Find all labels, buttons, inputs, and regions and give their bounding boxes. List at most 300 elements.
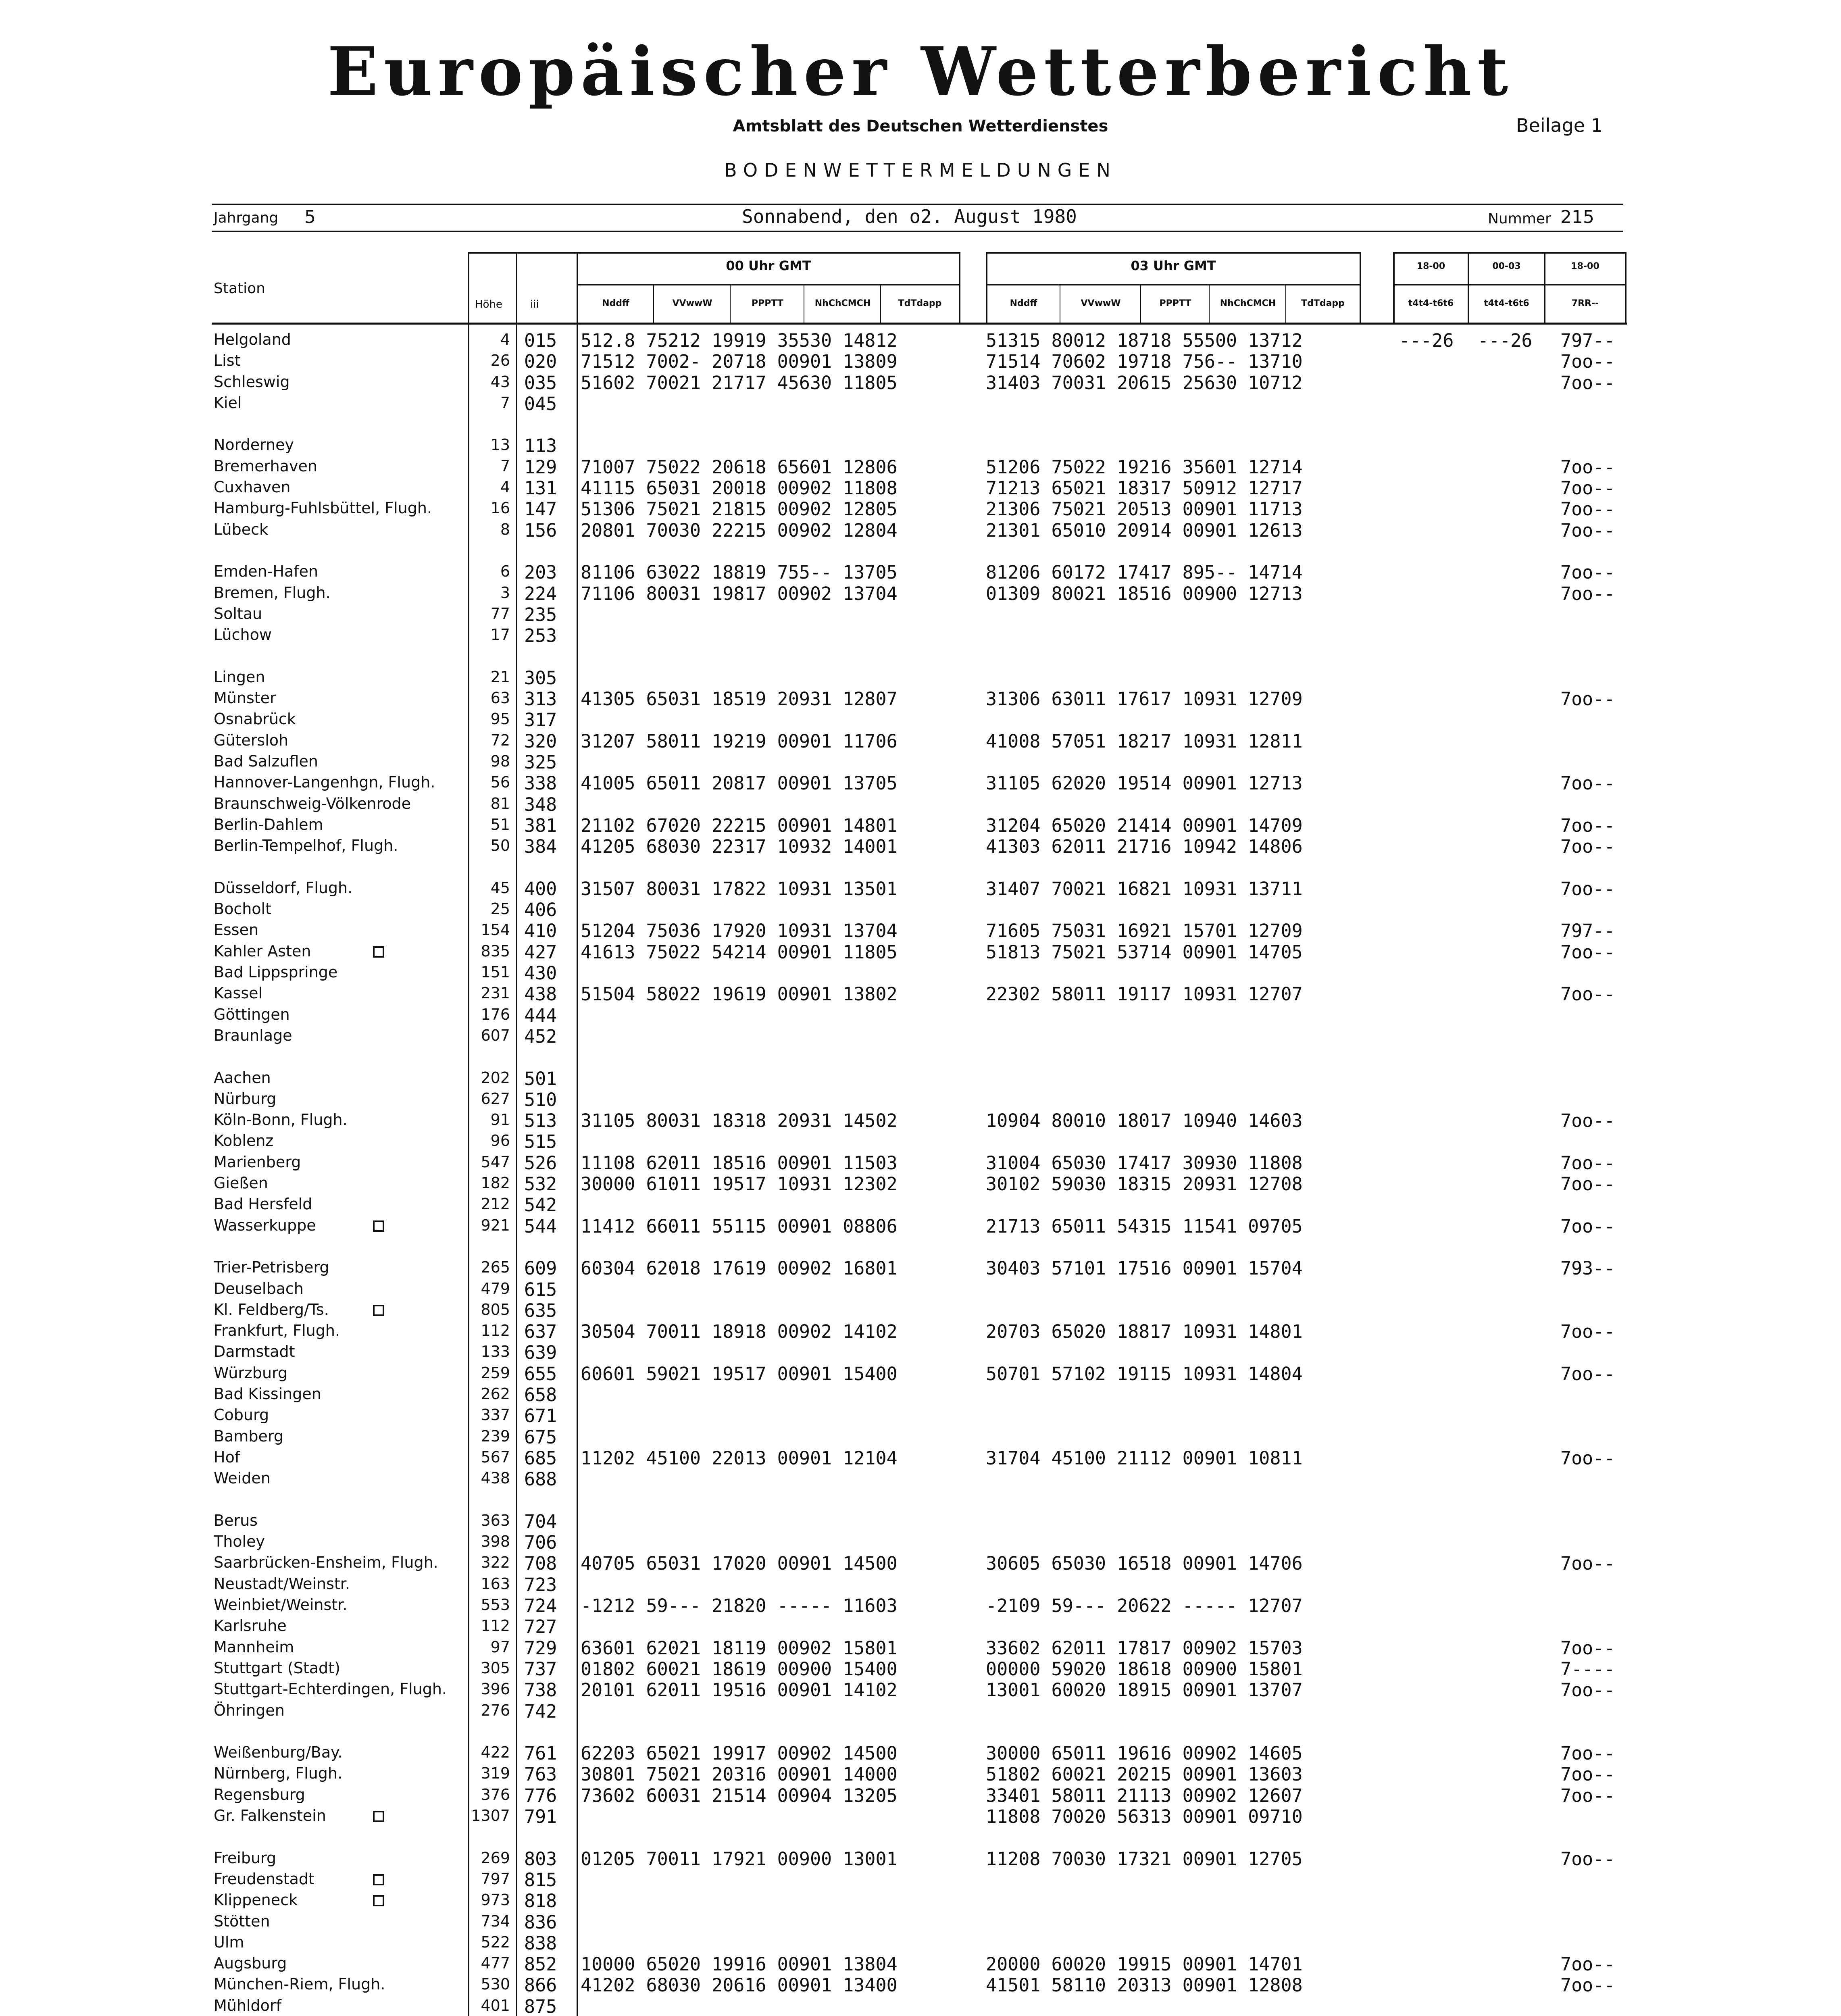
obs-00-gmt: 51306 75021 21815 00902 12805 bbox=[581, 498, 898, 520]
station-index: 501 bbox=[524, 1068, 557, 1089]
station-height: 97 bbox=[490, 1638, 510, 1656]
station-name: Koblenz bbox=[214, 1132, 274, 1150]
obs-03-gmt: 33602 62011 17817 00902 15703 bbox=[986, 1637, 1303, 1659]
obs-03-gmt: 71514 70602 19718 756-- 13710 bbox=[986, 351, 1303, 372]
station-index: 317 bbox=[524, 709, 557, 731]
obs-00-gmt: 11202 45100 22013 00901 12104 bbox=[581, 1447, 898, 1469]
station-index: 729 bbox=[524, 1637, 557, 1659]
section-title: BODENWETTERMELDUNGEN bbox=[724, 159, 1117, 181]
obs-03-gmt: 30000 65011 19616 00902 14605 bbox=[986, 1743, 1303, 1764]
obs-00-gmt: 51504 58022 19619 00901 13802 bbox=[581, 983, 898, 1005]
station-height: 276 bbox=[481, 1702, 510, 1719]
station-height: 154 bbox=[481, 921, 510, 939]
station-name: Essen bbox=[214, 921, 259, 939]
station-height: 239 bbox=[481, 1427, 510, 1445]
station-name: Marienberg bbox=[214, 1153, 301, 1171]
station-height: 26 bbox=[490, 352, 510, 369]
obs-03-gmt: 31004 65030 17417 30930 11808 bbox=[986, 1152, 1303, 1174]
station-index: 444 bbox=[524, 1005, 557, 1026]
station-height: 50 bbox=[490, 837, 510, 854]
station-name: Freudenstadt bbox=[214, 1870, 314, 1888]
mountain-station-icon bbox=[373, 1305, 384, 1316]
station-name: Hamburg-Fuhlsbüttel, Flugh. bbox=[214, 499, 432, 517]
station-index: 815 bbox=[524, 1869, 557, 1891]
station-name: Würzburg bbox=[214, 1364, 288, 1382]
obs-00-gmt: 41205 68030 22317 10932 14001 bbox=[581, 836, 898, 857]
station-name: Göttingen bbox=[214, 1006, 290, 1023]
header-rule bbox=[986, 284, 1361, 285]
station-height: 182 bbox=[481, 1174, 510, 1192]
obs-03-gmt: 51813 75021 53714 00901 14705 bbox=[986, 941, 1303, 963]
station-name: Lüchow bbox=[214, 626, 272, 644]
station-height: 112 bbox=[481, 1322, 510, 1339]
station-index: 381 bbox=[524, 815, 557, 836]
header-rule bbox=[468, 252, 960, 254]
station-name: Köln-Bonn, Flugh. bbox=[214, 1111, 348, 1129]
station-index: 253 bbox=[524, 625, 557, 646]
page-subtitle: Amtsblatt des Deutschen Wetterdienstes bbox=[733, 117, 1108, 135]
ext-rr: 7oo-- bbox=[1560, 1764, 1615, 1785]
ext-rr: 7oo-- bbox=[1560, 562, 1615, 583]
station-name: Saarbrücken-Ensheim, Flugh. bbox=[214, 1554, 438, 1571]
obs-00-gmt: 31105 80031 18318 20931 14502 bbox=[581, 1110, 898, 1131]
ext-rr: 7oo-- bbox=[1560, 773, 1615, 794]
ext-rr: 7oo-- bbox=[1560, 456, 1615, 478]
col-group-03: 03 Uhr GMT bbox=[1131, 258, 1216, 273]
station-name: Frankfurt, Flugh. bbox=[214, 1322, 340, 1339]
meta-top-rule bbox=[212, 204, 1623, 205]
station-name: Darmstadt bbox=[214, 1343, 295, 1360]
obs-03-gmt: 21301 65010 20914 00901 12613 bbox=[986, 520, 1303, 541]
station-height: 262 bbox=[481, 1385, 510, 1403]
station-index: 532 bbox=[524, 1173, 557, 1195]
station-index: 438 bbox=[524, 983, 557, 1005]
station-height: 530 bbox=[481, 1975, 510, 1993]
station-height: 322 bbox=[481, 1554, 510, 1571]
col-rule-group03-left bbox=[986, 252, 987, 325]
station-index: 763 bbox=[524, 1764, 557, 1785]
obs-00-gmt: 51204 75036 17920 10931 13704 bbox=[581, 920, 898, 941]
station-index: 704 bbox=[524, 1511, 557, 1532]
col-ext-top-0: 18-00 bbox=[1416, 261, 1445, 271]
col-rule-ext bbox=[1544, 252, 1545, 325]
station-index: 147 bbox=[524, 498, 557, 520]
station-index: 742 bbox=[524, 1701, 557, 1722]
ext-rr: 7oo-- bbox=[1560, 1954, 1615, 1975]
obs-03-gmt: 30605 65030 16518 00901 14706 bbox=[986, 1553, 1303, 1574]
station-name: Nürnberg, Flugh. bbox=[214, 1764, 343, 1782]
station-height: 112 bbox=[481, 1617, 510, 1635]
nummer-value: 215 bbox=[1560, 207, 1594, 227]
station-index: 320 bbox=[524, 731, 557, 752]
station-height: 973 bbox=[481, 1891, 510, 1909]
station-name: List bbox=[214, 352, 241, 369]
station-name: Cuxhaven bbox=[214, 478, 291, 496]
station-index: 430 bbox=[524, 962, 557, 984]
obs-00-gmt: 62203 65021 19917 00902 14500 bbox=[581, 1743, 898, 1764]
ext-rr: 7oo-- bbox=[1560, 688, 1615, 710]
station-name: Stötten bbox=[214, 1912, 270, 1930]
ext-rr: 7oo-- bbox=[1560, 983, 1615, 1005]
station-name: Tholey bbox=[214, 1533, 265, 1550]
ext-rr: 7oo-- bbox=[1560, 1363, 1615, 1385]
ext-rr: 7oo-- bbox=[1560, 498, 1615, 520]
obs-00-gmt: 71007 75022 20618 65601 12806 bbox=[581, 456, 898, 478]
station-name: Hannover-Langenhgn, Flugh. bbox=[214, 773, 435, 791]
col-iii: iii bbox=[530, 298, 539, 310]
station-index: 723 bbox=[524, 1574, 557, 1595]
station-height: 398 bbox=[481, 1533, 510, 1550]
station-index: 639 bbox=[524, 1342, 557, 1363]
station-height: 7 bbox=[500, 394, 510, 412]
station-name: Soltau bbox=[214, 605, 262, 623]
ext-rr: 7oo-- bbox=[1560, 1447, 1615, 1469]
station-index: 544 bbox=[524, 1216, 557, 1237]
obs-00-gmt: 41005 65011 20817 00901 13705 bbox=[581, 773, 898, 794]
station-name: Bad Salzuflen bbox=[214, 752, 318, 770]
obs-00-gmt: 73602 60031 21514 00904 13205 bbox=[581, 1785, 898, 1806]
station-index: 818 bbox=[524, 1890, 557, 1912]
station-name: Kahler Asten bbox=[214, 942, 311, 960]
obs-00-gmt: 01205 70011 17921 00900 13001 bbox=[581, 1848, 898, 1870]
station-name: Freiburg bbox=[214, 1849, 277, 1867]
col-rule-ext-right bbox=[1625, 252, 1626, 325]
station-index: 427 bbox=[524, 941, 557, 963]
station-height: 16 bbox=[490, 499, 510, 517]
station-index: 313 bbox=[524, 688, 557, 710]
station-height: 522 bbox=[481, 1933, 510, 1951]
col-rule-iii-right bbox=[577, 252, 578, 2016]
station-name: Augsburg bbox=[214, 1954, 287, 1972]
station-name: Schleswig bbox=[214, 373, 290, 391]
station-name: Stuttgart-Echterdingen, Flugh. bbox=[214, 1680, 447, 1698]
obs-03-gmt: 20000 60020 19915 00901 14701 bbox=[986, 1954, 1303, 1975]
station-name: Klippeneck bbox=[214, 1891, 298, 1909]
obs-03-gmt: 22302 58011 19117 10931 12707 bbox=[986, 983, 1303, 1005]
station-name: Gütersloh bbox=[214, 731, 289, 749]
obs-00-gmt: 30801 75021 20316 00901 14000 bbox=[581, 1764, 898, 1785]
station-height: 72 bbox=[490, 731, 510, 749]
mountain-station-icon bbox=[373, 1220, 384, 1232]
obs-03-gmt: 00000 59020 18618 00900 15801 bbox=[986, 1658, 1303, 1680]
station-height: 627 bbox=[481, 1090, 510, 1108]
obs-00-gmt: 30000 61011 19517 10931 12302 bbox=[581, 1173, 898, 1195]
station-index: 738 bbox=[524, 1679, 557, 1701]
station-name: Münster bbox=[214, 689, 276, 707]
station-name: Braunlage bbox=[214, 1027, 292, 1044]
station-height: 396 bbox=[481, 1680, 510, 1698]
obs-03-gmt: 11208 70030 17321 00901 12705 bbox=[986, 1848, 1303, 1870]
sub-col-rule bbox=[1140, 284, 1141, 323]
station-name: Bamberg bbox=[214, 1427, 283, 1445]
obs-03-gmt: 31105 62020 19514 00901 12713 bbox=[986, 773, 1303, 794]
col-sub-03-0: Nddff bbox=[1010, 298, 1037, 308]
obs-00-gmt: 20101 62011 19516 00901 14102 bbox=[581, 1679, 898, 1701]
station-index: 875 bbox=[524, 1996, 557, 2016]
ext-rr: 7---- bbox=[1560, 1658, 1615, 1680]
obs-00-gmt: 60304 62018 17619 00902 16801 bbox=[581, 1258, 898, 1279]
col-rule-ext bbox=[1468, 252, 1469, 325]
ext-rr: 7oo-- bbox=[1560, 1216, 1615, 1237]
station-height: 805 bbox=[481, 1301, 510, 1318]
obs-03-gmt: 31704 45100 21112 00901 10811 bbox=[986, 1447, 1303, 1469]
station-name: Neustadt/Weinstr. bbox=[214, 1575, 350, 1593]
station-height: 734 bbox=[481, 1912, 510, 1930]
station-name: Bremen, Flugh. bbox=[214, 584, 331, 602]
ext-rr: 7oo-- bbox=[1560, 878, 1615, 900]
obs-00-gmt: 31507 80031 17822 10931 13501 bbox=[581, 878, 898, 900]
obs-03-gmt: 41501 58110 20313 00901 12808 bbox=[986, 1974, 1303, 1996]
station-name: Weinbiet/Weinstr. bbox=[214, 1596, 348, 1614]
station-height: 63 bbox=[490, 689, 510, 707]
station-height: 25 bbox=[490, 900, 510, 918]
ext-00-03: ---26 bbox=[1478, 330, 1533, 351]
obs-03-gmt: 13001 60020 18915 00901 13707 bbox=[986, 1679, 1303, 1701]
ext-rr: 7oo-- bbox=[1560, 1679, 1615, 1701]
station-height: 265 bbox=[481, 1258, 510, 1276]
col-sub-00-1: VVwwW bbox=[672, 298, 712, 308]
obs-03-gmt: 71213 65021 18317 50912 12717 bbox=[986, 477, 1303, 499]
station-height: 43 bbox=[490, 373, 510, 391]
station-height: 81 bbox=[490, 795, 510, 812]
obs-00-gmt: 41202 68030 20616 00901 13400 bbox=[581, 1974, 898, 1996]
ext-rr: 797-- bbox=[1560, 330, 1615, 351]
meta-bottom-rule bbox=[212, 231, 1623, 232]
station-index: 513 bbox=[524, 1110, 557, 1131]
station-height: 17 bbox=[490, 626, 510, 644]
station-name: Emden-Hafen bbox=[214, 562, 319, 580]
station-name: Coburg bbox=[214, 1406, 269, 1424]
station-name: Berlin-Tempelhof, Flugh. bbox=[214, 837, 398, 854]
obs-00-gmt: 41115 65031 20018 00902 11808 bbox=[581, 477, 898, 499]
station-index: 045 bbox=[524, 393, 557, 414]
sub-col-rule bbox=[653, 284, 654, 323]
col-ext-sub-0: t4t4-t6t6 bbox=[1408, 298, 1454, 308]
station-height: 13 bbox=[490, 436, 510, 454]
obs-00-gmt: 40705 65031 17020 00901 14500 bbox=[581, 1553, 898, 1574]
station-height: 202 bbox=[481, 1069, 510, 1087]
station-name: Bad Lippspringe bbox=[214, 963, 338, 981]
obs-03-gmt: 51206 75022 19216 35601 12714 bbox=[986, 456, 1303, 478]
station-name: Stuttgart (Stadt) bbox=[214, 1659, 340, 1677]
station-index: 658 bbox=[524, 1384, 557, 1406]
station-height: 401 bbox=[481, 1997, 510, 2014]
ext-rr: 793-- bbox=[1560, 1258, 1615, 1279]
sub-col-rule bbox=[880, 284, 881, 323]
station-height: 547 bbox=[481, 1153, 510, 1171]
station-index: 305 bbox=[524, 667, 557, 689]
col-sub-03-1: VVwwW bbox=[1081, 298, 1121, 308]
col-sub-00-2: PPPTT bbox=[752, 298, 783, 308]
obs-00-gmt: 11108 62011 18516 00901 11503 bbox=[581, 1152, 898, 1174]
jahrgang-value: 5 bbox=[304, 207, 316, 227]
obs-03-gmt: 20703 65020 18817 10931 14801 bbox=[986, 1321, 1303, 1342]
ext-rr: 7oo-- bbox=[1560, 1321, 1615, 1342]
col-sub-03-2: PPPTT bbox=[1159, 298, 1191, 308]
obs-00-gmt: 60601 59021 19517 00901 15400 bbox=[581, 1363, 898, 1385]
station-height: 259 bbox=[481, 1364, 510, 1382]
station-height: 553 bbox=[481, 1596, 510, 1614]
ext-rr: 7oo-- bbox=[1560, 1848, 1615, 1870]
station-height: 376 bbox=[481, 1786, 510, 1804]
obs-03-gmt: 71605 75031 16921 15701 12709 bbox=[986, 920, 1303, 941]
header-bottom-rule bbox=[212, 323, 1627, 325]
obs-03-gmt: 31306 63011 17617 10931 12709 bbox=[986, 688, 1303, 710]
col-ext-sub-2: 7RR-- bbox=[1571, 298, 1599, 308]
obs-00-gmt: 71106 80031 19817 00902 13704 bbox=[581, 583, 898, 604]
station-height: 363 bbox=[481, 1512, 510, 1529]
obs-03-gmt: 51315 80012 18718 55500 13712 bbox=[986, 330, 1303, 351]
station-name: Düsseldorf, Flugh. bbox=[214, 879, 353, 897]
ext-rr: 7oo-- bbox=[1560, 1173, 1615, 1195]
header-rule bbox=[1393, 284, 1625, 285]
station-index: 671 bbox=[524, 1405, 557, 1427]
station-name: Trier-Petrisberg bbox=[214, 1258, 329, 1276]
obs-00-gmt: 01802 60021 18619 00900 15400 bbox=[581, 1658, 898, 1680]
obs-00-gmt: 21102 67020 22215 00901 14801 bbox=[581, 815, 898, 836]
station-name: Hof bbox=[214, 1448, 240, 1466]
station-height: 91 bbox=[490, 1111, 510, 1129]
station-name: Deuselbach bbox=[214, 1280, 304, 1297]
col-sub-03-3: NhChCMCH bbox=[1220, 298, 1276, 308]
station-height: 607 bbox=[481, 1027, 510, 1044]
station-name: Bad Kissingen bbox=[214, 1385, 321, 1403]
header-rule bbox=[986, 252, 1361, 254]
station-name: Lübeck bbox=[214, 521, 268, 538]
ext-rr: 7oo-- bbox=[1560, 1152, 1615, 1174]
station-index: 803 bbox=[524, 1848, 557, 1870]
station-index: 113 bbox=[524, 435, 557, 456]
obs-00-gmt: 71512 7002- 20718 00901 13809 bbox=[581, 351, 898, 372]
station-height: 51 bbox=[490, 816, 510, 833]
ext-rr: 7oo-- bbox=[1560, 941, 1615, 963]
station-name: Aachen bbox=[214, 1069, 271, 1087]
obs-00-gmt: 41613 75022 54214 00901 11805 bbox=[581, 941, 898, 963]
col-sub-00-0: Nddff bbox=[602, 298, 629, 308]
station-index: 615 bbox=[524, 1279, 557, 1300]
obs-03-gmt: 33401 58011 21113 00902 12607 bbox=[986, 1785, 1303, 1806]
station-index: 020 bbox=[524, 351, 557, 372]
station-index: 542 bbox=[524, 1194, 557, 1216]
station-index: 609 bbox=[524, 1258, 557, 1279]
station-name: Berus bbox=[214, 1512, 258, 1529]
station-height: 4 bbox=[500, 331, 510, 348]
ext-rr: 7oo-- bbox=[1560, 1110, 1615, 1131]
obs-03-gmt: 31403 70031 20615 25630 10712 bbox=[986, 372, 1303, 394]
station-index: 235 bbox=[524, 604, 557, 625]
obs-03-gmt: -2109 59--- 20622 ----- 12707 bbox=[986, 1595, 1303, 1616]
station-height: 797 bbox=[481, 1870, 510, 1888]
station-height: 151 bbox=[481, 963, 510, 981]
station-height: 6 bbox=[500, 562, 510, 580]
nummer-label: Nummer bbox=[1488, 210, 1551, 227]
station-index: 510 bbox=[524, 1089, 557, 1110]
station-height: 98 bbox=[490, 752, 510, 770]
station-index: 515 bbox=[524, 1131, 557, 1152]
station-height: 835 bbox=[481, 942, 510, 960]
header-rule bbox=[577, 284, 960, 285]
station-height: 337 bbox=[481, 1406, 510, 1424]
station-index: 737 bbox=[524, 1658, 557, 1680]
station-index: 384 bbox=[524, 836, 557, 857]
station-name: Kassel bbox=[214, 984, 263, 1002]
station-index: 685 bbox=[524, 1447, 557, 1469]
mountain-station-icon bbox=[373, 1874, 384, 1885]
station-index: 224 bbox=[524, 583, 557, 604]
col-rule-group00-right bbox=[959, 252, 960, 325]
station-index: 410 bbox=[524, 920, 557, 941]
obs-03-gmt: 31407 70021 16821 10931 13711 bbox=[986, 878, 1303, 900]
station-height: 1307 bbox=[471, 1807, 510, 1824]
station-name: Gr. Falkenstein bbox=[214, 1807, 326, 1824]
obs-03-gmt: 30403 57101 17516 00901 15704 bbox=[986, 1258, 1303, 1279]
station-height: 477 bbox=[481, 1954, 510, 1972]
station-height: 422 bbox=[481, 1743, 510, 1761]
station-index: 400 bbox=[524, 878, 557, 900]
station-index: 015 bbox=[524, 330, 557, 351]
col-ext-top-1: 00-03 bbox=[1492, 261, 1521, 271]
station-index: 452 bbox=[524, 1026, 557, 1047]
station-index: 156 bbox=[524, 520, 557, 541]
station-height: 56 bbox=[490, 773, 510, 791]
station-height: 77 bbox=[490, 605, 510, 623]
col-hoehe: Höhe bbox=[475, 298, 502, 310]
station-height: 3 bbox=[500, 584, 510, 602]
obs-03-gmt: 01309 80021 18516 00900 12713 bbox=[986, 583, 1303, 604]
ext-rr: 7oo-- bbox=[1560, 1637, 1615, 1659]
station-height: 479 bbox=[481, 1280, 510, 1297]
station-name: Mühldorf bbox=[214, 1997, 281, 2014]
ext-rr: 7oo-- bbox=[1560, 583, 1615, 604]
obs-03-gmt: 41303 62011 21716 10942 14806 bbox=[986, 836, 1303, 857]
ext-rr: 7oo-- bbox=[1560, 1785, 1615, 1806]
station-height: 96 bbox=[490, 1132, 510, 1150]
ext-rr: 7oo-- bbox=[1560, 1743, 1615, 1764]
station-index: 635 bbox=[524, 1300, 557, 1321]
col-rule-hoehe-right bbox=[516, 252, 517, 2016]
sub-col-rule bbox=[730, 284, 731, 323]
obs-03-gmt: 21306 75021 20513 00901 11713 bbox=[986, 498, 1303, 520]
station-index: 776 bbox=[524, 1785, 557, 1806]
obs-00-gmt: 41305 65031 18519 20931 12807 bbox=[581, 688, 898, 710]
sub-col-rule bbox=[1209, 284, 1210, 323]
ext-rr: 797-- bbox=[1560, 920, 1615, 941]
station-index: 724 bbox=[524, 1595, 557, 1616]
obs-03-gmt: 50701 57102 19115 10931 14804 bbox=[986, 1363, 1303, 1385]
station-height: 95 bbox=[490, 710, 510, 728]
station-index: 836 bbox=[524, 1912, 557, 1933]
station-index: 708 bbox=[524, 1553, 557, 1574]
station-name: Weißenburg/Bay. bbox=[214, 1743, 343, 1761]
station-name: Nürburg bbox=[214, 1090, 277, 1108]
page-title: Europäischer Wetterbericht bbox=[327, 32, 1514, 110]
station-index: 131 bbox=[524, 477, 557, 499]
obs-00-gmt: 81106 63022 18819 755-- 13705 bbox=[581, 562, 898, 583]
station-name: Weiden bbox=[214, 1469, 271, 1487]
station-height: 269 bbox=[481, 1849, 510, 1867]
obs-00-gmt: 30504 70011 18918 00902 14102 bbox=[581, 1321, 898, 1342]
station-index: 866 bbox=[524, 1974, 557, 1996]
col-station: Station bbox=[214, 280, 265, 297]
station-height: 176 bbox=[481, 1006, 510, 1023]
station-index: 325 bbox=[524, 752, 557, 773]
station-name: Helgoland bbox=[214, 331, 291, 348]
station-height: 212 bbox=[481, 1195, 510, 1213]
col-group-00: 00 Uhr GMT bbox=[726, 258, 811, 273]
station-height: 21 bbox=[490, 668, 510, 686]
obs-03-gmt: 11808 70020 56313 00901 09710 bbox=[986, 1806, 1303, 1827]
station-height: 438 bbox=[481, 1469, 510, 1487]
